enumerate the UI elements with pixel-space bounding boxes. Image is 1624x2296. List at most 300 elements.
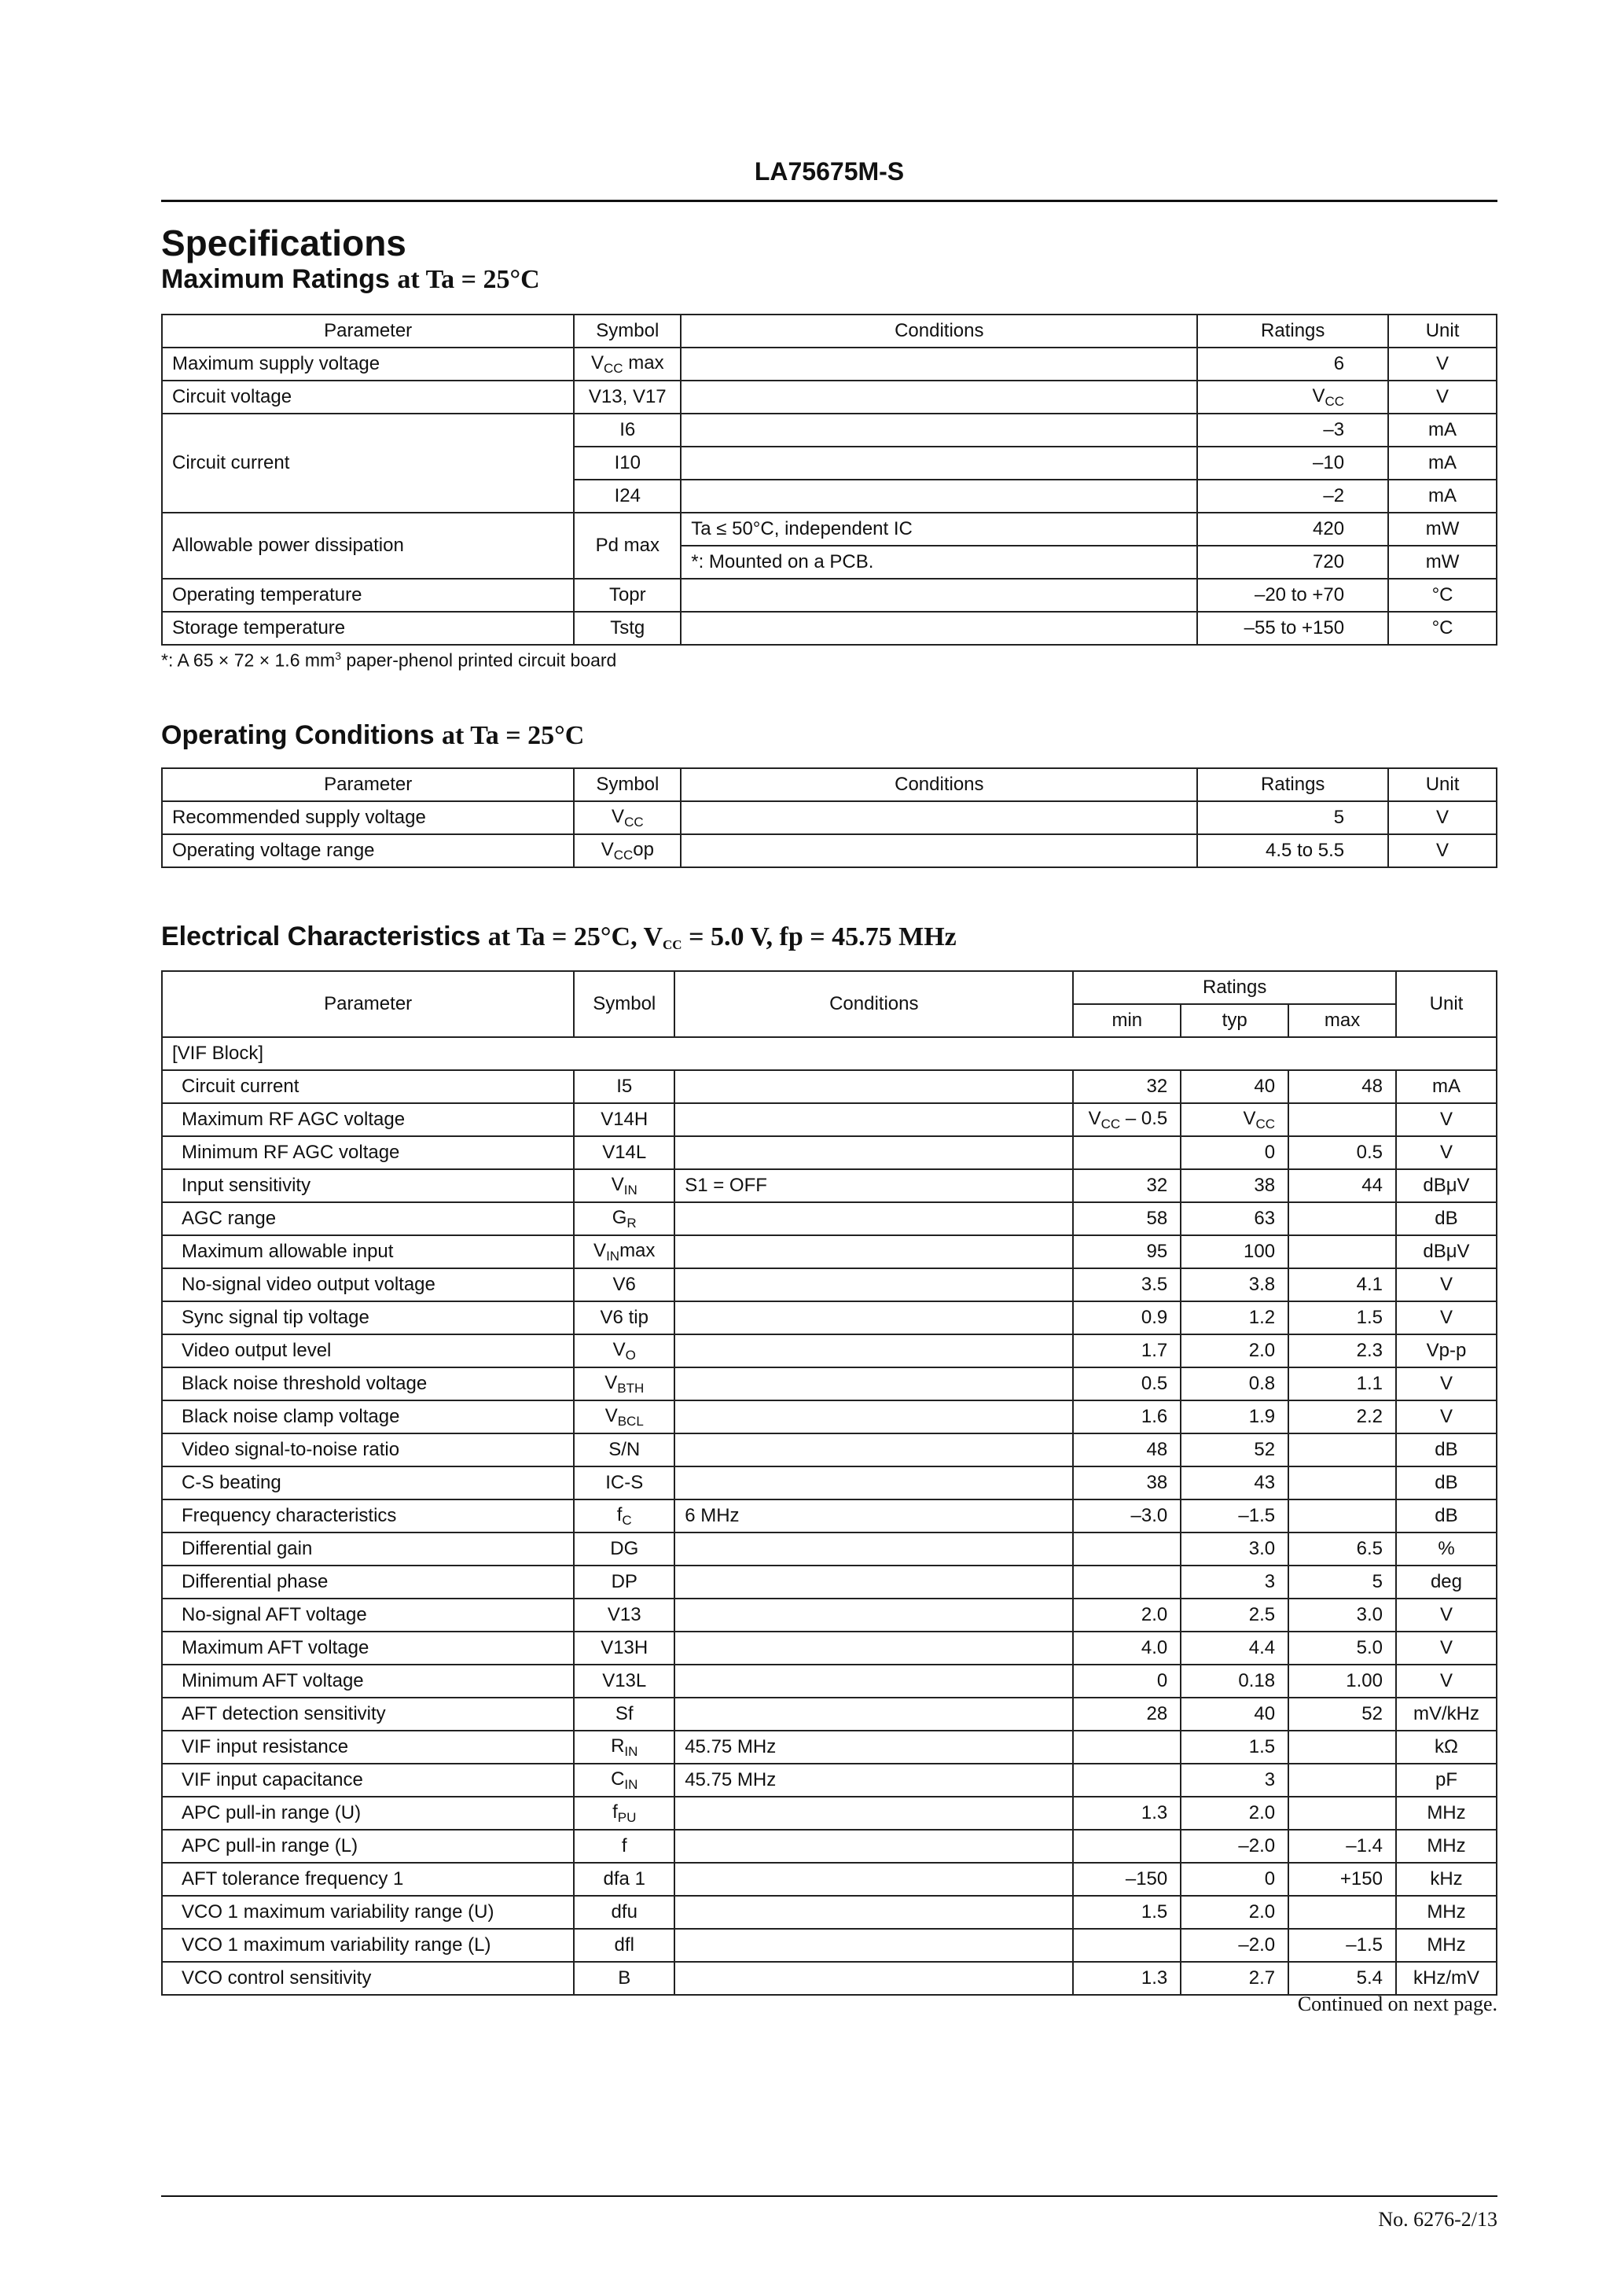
operating-col-2: Conditions: [681, 768, 1197, 801]
max-cell: 2.2: [1288, 1400, 1396, 1433]
conditions-cell: [674, 1433, 1073, 1466]
unit-cell: kHz: [1396, 1863, 1497, 1896]
max-cell: [1288, 1433, 1396, 1466]
parameter-cell: Minimum RF AGC voltage: [162, 1136, 574, 1169]
symbol-cell: V6 tip: [574, 1301, 674, 1334]
min-cell: 32: [1073, 1070, 1181, 1103]
symbol-text: f: [612, 1801, 618, 1823]
unit-cell: dB: [1396, 1202, 1497, 1235]
parameter-cell: Circuit current: [162, 414, 574, 513]
conditions-cell: [674, 1334, 1073, 1367]
symbol-text: f: [616, 1503, 623, 1525]
parameter-cell: Circuit current: [162, 1070, 574, 1103]
symbol-text: C: [611, 1768, 625, 1790]
symbol-text: V: [604, 1404, 618, 1426]
max-ratings-col-2: Conditions: [681, 315, 1197, 348]
typ-cell: 2.0: [1181, 1896, 1288, 1929]
conditions-cell: [674, 1599, 1073, 1632]
parameter-cell: Maximum supply voltage: [162, 348, 574, 381]
conditions-cell: [674, 1301, 1073, 1334]
electrical-row: [162, 1301, 1497, 1334]
min-cell: [1073, 1533, 1181, 1566]
parameter-cell: VCO 1 maximum variability range (U): [162, 1896, 574, 1929]
conditions-cell: [674, 1962, 1073, 1995]
unit-cell: V: [1396, 1367, 1497, 1400]
max-ratings-table: [161, 314, 1497, 646]
max-cell: –1.5: [1288, 1929, 1396, 1962]
min-cell: [1073, 1731, 1181, 1764]
symbol-suffix: max: [623, 351, 664, 373]
symbol-cell: dfu: [574, 1896, 674, 1929]
footnote-superscript: 3: [335, 649, 341, 662]
operating-body: [162, 801, 1497, 867]
parameter-cell: Maximum AFT voltage: [162, 1632, 574, 1665]
typ-cell: 3: [1181, 1566, 1288, 1599]
conditions-cell: [681, 414, 1197, 447]
col-symbol: Symbol: [574, 971, 674, 1037]
unit-cell: mA: [1388, 447, 1497, 480]
symbol-cell: Tstg: [574, 612, 681, 645]
conditions-cell: [681, 348, 1197, 381]
unit-cell: mA: [1388, 480, 1497, 513]
max-cell: [1288, 1499, 1396, 1533]
min-cell: 1.3: [1073, 1797, 1181, 1830]
max-cell: 1.5: [1288, 1301, 1396, 1334]
typ-cell: –1.5: [1181, 1499, 1288, 1533]
electrical-row: [162, 1433, 1497, 1466]
min-cell: [1073, 1566, 1181, 1599]
symbol-subscript: IN: [623, 1182, 637, 1198]
min-cell: 28: [1073, 1698, 1181, 1731]
conditions-cell: [674, 1103, 1073, 1136]
parameter-cell: Differential gain: [162, 1533, 574, 1566]
unit-cell: V: [1388, 801, 1497, 834]
electrical-row: [162, 1268, 1497, 1301]
conditions-cell: [674, 1665, 1073, 1698]
typ-cell: –2.0: [1181, 1830, 1288, 1863]
max-cell: 4.1: [1288, 1268, 1396, 1301]
conditions-cell: [674, 1830, 1073, 1863]
operating-col-4: Unit: [1388, 768, 1497, 801]
symbol-cell: I5: [574, 1070, 674, 1103]
symbol-cell: Pd max: [574, 513, 681, 579]
symbol-cell: S/N: [574, 1433, 674, 1466]
electrical-condition-b: = 5.0 V, fp = 45.75 MHz: [682, 922, 957, 951]
block-label-row: [162, 1037, 1497, 1070]
min-cell: –3.0: [1073, 1499, 1181, 1533]
conditions-cell: [681, 480, 1197, 513]
unit-cell: V: [1396, 1400, 1497, 1433]
parameter-cell: Sync signal tip voltage: [162, 1301, 574, 1334]
unit-cell: dBμV: [1396, 1169, 1497, 1202]
symbol-subscript: PU: [617, 1809, 637, 1825]
unit-cell: MHz: [1396, 1797, 1497, 1830]
min-cell: 3.5: [1073, 1268, 1181, 1301]
max-cell: –1.4: [1288, 1830, 1396, 1863]
rating-cell: 720: [1197, 546, 1388, 579]
min-cell: 1.7: [1073, 1334, 1181, 1367]
operating-col-3: Ratings: [1197, 768, 1388, 801]
min-cell: 1.3: [1073, 1962, 1181, 1995]
operating-header-row: [162, 768, 1497, 801]
rating-cell: –2: [1197, 480, 1388, 513]
typ-cell: 40: [1181, 1698, 1288, 1731]
rating-cell: –20 to +70: [1197, 579, 1388, 612]
parameter-cell: Operating voltage range: [162, 834, 574, 867]
parameter-cell: C-S beating: [162, 1466, 574, 1499]
electrical-condition-sub: CC: [663, 937, 682, 952]
parameter-cell: Storage temperature: [162, 612, 574, 645]
conditions-cell: [674, 1466, 1073, 1499]
unit-cell: MHz: [1396, 1896, 1497, 1929]
electrical-row: [162, 1698, 1497, 1731]
conditions-cell: [681, 612, 1197, 645]
max-ratings-row: [162, 612, 1497, 645]
typ-cell: 0.18: [1181, 1665, 1288, 1698]
symbol-cell: V13H: [574, 1632, 674, 1665]
col-conditions: Conditions: [674, 971, 1073, 1037]
parameter-cell: No-signal AFT voltage: [162, 1599, 574, 1632]
min-cell: 32: [1073, 1169, 1181, 1202]
symbol-subscript: CC: [613, 847, 634, 863]
symbol-cell: V13: [574, 1599, 674, 1632]
symbol-cell: B: [574, 1962, 674, 1995]
symbol-cell: IC-S: [574, 1466, 674, 1499]
rating-cell: 420: [1197, 513, 1388, 546]
symbol-cell: V6: [574, 1268, 674, 1301]
rating-text: V: [1312, 385, 1325, 407]
symbol-text: V: [590, 351, 604, 373]
max-cell: 2.3: [1288, 1334, 1396, 1367]
unit-cell: V: [1388, 834, 1497, 867]
parameter-cell: APC pull-in range (U): [162, 1797, 574, 1830]
col-ratings: Ratings: [1073, 971, 1396, 1004]
symbol-cell: I24: [574, 480, 681, 513]
max-cell: [1288, 1731, 1396, 1764]
electrical-row: [162, 1103, 1497, 1136]
conditions-cell: [674, 1136, 1073, 1169]
electrical-row: [162, 1334, 1497, 1367]
typ-cell: 1.5: [1181, 1731, 1288, 1764]
continued-note: Continued on next page.: [1297, 1992, 1497, 2015]
symbol-cell: [574, 801, 681, 834]
symbol-text: V: [604, 1371, 618, 1393]
max-ratings-row: [162, 381, 1497, 414]
symbol-subscript: BTH: [617, 1380, 645, 1396]
symbol-suffix: op: [633, 838, 654, 860]
symbol-subscript: C: [622, 1512, 632, 1528]
typ-cell: 0: [1181, 1863, 1288, 1896]
max-cell: [1288, 1103, 1396, 1136]
symbol-cell: [574, 348, 681, 381]
min-cell: 4.0: [1073, 1632, 1181, 1665]
typ-cell: 38: [1181, 1169, 1288, 1202]
symbol-subscript: BCL: [617, 1413, 644, 1429]
typ-cell: 2.5: [1181, 1599, 1288, 1632]
operating-heading-text: Operating Conditions: [161, 720, 435, 750]
conditions-cell: [674, 1896, 1073, 1929]
rating-cell: –10: [1197, 447, 1388, 480]
symbol-cell: [574, 1797, 674, 1830]
conditions-cell: [674, 1235, 1073, 1268]
symbol-text: G: [612, 1206, 627, 1228]
typ-cell: 63: [1181, 1202, 1288, 1235]
conditions-cell: *: Mounted on a PCB.: [681, 546, 1197, 579]
symbol-cell: [574, 1764, 674, 1797]
symbol-subscript: R: [626, 1215, 637, 1231]
symbol-subscript: CC: [624, 814, 644, 830]
parameter-cell: AFT detection sensitivity: [162, 1698, 574, 1731]
conditions-cell: [681, 447, 1197, 480]
electrical-body: [162, 1037, 1497, 1995]
parameter-cell: Circuit voltage: [162, 381, 574, 414]
max-ratings-col-4: Unit: [1388, 315, 1497, 348]
max-ratings-col-0: Parameter: [162, 315, 574, 348]
operating-col-1: Symbol: [574, 768, 681, 801]
symbol-cell: [574, 1235, 674, 1268]
typ-cell: 3.0: [1181, 1533, 1288, 1566]
unit-cell: kΩ: [1396, 1731, 1497, 1764]
unit-cell: V: [1396, 1268, 1497, 1301]
operating-table: [161, 767, 1497, 868]
col-min: min: [1073, 1004, 1181, 1037]
electrical-row: [162, 1533, 1497, 1566]
max-ratings-heading: [161, 264, 540, 295]
parameter-cell: AFT tolerance frequency 1: [162, 1863, 574, 1896]
conditions-cell: [681, 579, 1197, 612]
symbol-cell: dfl: [574, 1929, 674, 1962]
min-cell: 0: [1073, 1665, 1181, 1698]
conditions-cell: Ta ≤ 50°C, independent IC: [681, 513, 1197, 546]
unit-cell: mA: [1388, 414, 1497, 447]
unit-cell: V: [1396, 1301, 1497, 1334]
min-cell: [1073, 1830, 1181, 1863]
min-cell: [1073, 1103, 1181, 1136]
max-cell: 6.5: [1288, 1533, 1396, 1566]
symbol-cell: [574, 1334, 674, 1367]
typ-cell: [1181, 1103, 1288, 1136]
conditions-cell: S1 = OFF: [674, 1169, 1073, 1202]
symbol-cell: dfa 1: [574, 1863, 674, 1896]
block-label: [VIF Block]: [162, 1037, 1497, 1070]
conditions-cell: 45.75 MHz: [674, 1764, 1073, 1797]
electrical-row: [162, 1466, 1497, 1499]
symbol-cell: DP: [574, 1566, 674, 1599]
electrical-row: [162, 1665, 1497, 1698]
electrical-row: [162, 1400, 1497, 1433]
electrical-row: [162, 1929, 1497, 1962]
parameter-cell: Frequency characteristics: [162, 1499, 574, 1533]
parameter-cell: VIF input capacitance: [162, 1764, 574, 1797]
unit-cell: pF: [1396, 1764, 1497, 1797]
rating-cell: 5: [1197, 801, 1388, 834]
typ-cell: 43: [1181, 1466, 1288, 1499]
parameter-cell: Allowable power dissipation: [162, 513, 574, 579]
typ-cell: 1.2: [1181, 1301, 1288, 1334]
unit-cell: mV/kHz: [1396, 1698, 1497, 1731]
conditions-cell: [674, 1566, 1073, 1599]
unit-cell: V: [1396, 1665, 1497, 1698]
electrical-condition: [488, 922, 957, 951]
operating-row: [162, 801, 1497, 834]
conditions-cell: [681, 801, 1197, 834]
operating-col-0: Parameter: [162, 768, 574, 801]
symbol-cell: V13, V17: [574, 381, 681, 414]
unit-cell: kHz/mV: [1396, 1962, 1497, 1995]
electrical-row: [162, 1830, 1497, 1863]
typ-cell: 3.8: [1181, 1268, 1288, 1301]
col-unit: Unit: [1396, 971, 1497, 1037]
parameter-cell: Input sensitivity: [162, 1169, 574, 1202]
electrical-condition-a: at Ta = 25°C, V: [487, 922, 663, 951]
electrical-row: [162, 1235, 1497, 1268]
electrical-header-row-1: [162, 971, 1497, 1004]
max-cell: 48: [1288, 1070, 1396, 1103]
max-ratings-row: [162, 579, 1497, 612]
rating-cell: 4.5 to 5.5: [1197, 834, 1388, 867]
unit-cell: V: [1396, 1599, 1497, 1632]
parameter-cell: VIF input resistance: [162, 1731, 574, 1764]
symbol-text: V: [593, 1239, 607, 1261]
max-ratings-header-row: [162, 315, 1497, 348]
footnote-suffix: paper-phenol printed circuit board: [341, 649, 617, 671]
rating-cell: –3: [1197, 414, 1388, 447]
max-cell: 5.0: [1288, 1632, 1396, 1665]
electrical-row: [162, 1797, 1497, 1830]
parameter-cell: Recommended supply voltage: [162, 801, 574, 834]
parameter-cell: AGC range: [162, 1202, 574, 1235]
min-cell: 38: [1073, 1466, 1181, 1499]
unit-cell: V: [1388, 381, 1497, 414]
max-cell: [1288, 1202, 1396, 1235]
typ-cell: 0: [1181, 1136, 1288, 1169]
typ-cell: 2.0: [1181, 1334, 1288, 1367]
symbol-text: V: [611, 1173, 624, 1195]
rating-cell: [1197, 381, 1388, 414]
unit-cell: Vp-p: [1396, 1334, 1497, 1367]
symbol-text: V: [601, 838, 614, 860]
min-cell: 48: [1073, 1433, 1181, 1466]
electrical-row: [162, 1202, 1497, 1235]
symbol-cell: [574, 1202, 674, 1235]
typ-subscript: CC: [1255, 1116, 1276, 1131]
symbol-subscript: O: [625, 1347, 636, 1363]
electrical-heading-text: Electrical Characteristics: [161, 922, 481, 951]
unit-cell: deg: [1396, 1566, 1497, 1599]
max-cell: 44: [1288, 1169, 1396, 1202]
parameter-cell: VCO 1 maximum variability range (L): [162, 1929, 574, 1962]
electrical-heading: [161, 922, 957, 953]
max-cell: 5.4: [1288, 1962, 1396, 1995]
conditions-cell: [674, 1632, 1073, 1665]
symbol-subscript: IN: [624, 1743, 638, 1759]
symbol-cell: [574, 1169, 674, 1202]
electrical-row: [162, 1499, 1497, 1533]
conditions-cell: [681, 381, 1197, 414]
page-number: No. 6276-2/13: [1378, 2208, 1497, 2231]
electrical-row: [162, 1632, 1497, 1665]
symbol-text: V: [612, 805, 625, 827]
min-cell: 95: [1073, 1235, 1181, 1268]
conditions-cell: [674, 1202, 1073, 1235]
symbol-subscript: CC: [604, 360, 623, 376]
electrical-row: [162, 1566, 1497, 1599]
typ-cell: 52: [1181, 1433, 1288, 1466]
symbol-text: R: [611, 1735, 625, 1757]
typ-cell: 0.8: [1181, 1367, 1288, 1400]
min-cell: 0.5: [1073, 1367, 1181, 1400]
header-divider: [161, 200, 1497, 202]
conditions-cell: [674, 1533, 1073, 1566]
unit-cell: dB: [1396, 1499, 1497, 1533]
unit-cell: mW: [1388, 513, 1497, 546]
min-cell: –150: [1073, 1863, 1181, 1896]
min-cell: [1073, 1764, 1181, 1797]
max-cell: 52: [1288, 1698, 1396, 1731]
page-title: Specifications: [161, 223, 406, 263]
min-cell: 58: [1073, 1202, 1181, 1235]
symbol-cell: [574, 834, 681, 867]
symbol-cell: Sf: [574, 1698, 674, 1731]
max-ratings-col-3: Ratings: [1197, 315, 1388, 348]
typ-cell: 2.7: [1181, 1962, 1288, 1995]
min-subscript: CC: [1100, 1116, 1121, 1131]
max-ratings-body: [162, 348, 1497, 645]
symbol-cell: V13L: [574, 1665, 674, 1698]
part-number-header: LA75675M-S: [754, 157, 905, 186]
max-cell: 3.0: [1288, 1599, 1396, 1632]
max-ratings-row: [162, 348, 1497, 381]
unit-cell: MHz: [1396, 1929, 1497, 1962]
electrical-row: [162, 1070, 1497, 1103]
electrical-table: [161, 970, 1497, 1996]
max-ratings-footnote: [161, 649, 616, 672]
typ-cell: 3: [1181, 1764, 1288, 1797]
electrical-row: [162, 1367, 1497, 1400]
symbol-cell: V14H: [574, 1103, 674, 1136]
parameter-cell: Black noise threshold voltage: [162, 1367, 574, 1400]
typ-cell: 100: [1181, 1235, 1288, 1268]
max-cell: +150: [1288, 1863, 1396, 1896]
max-ratings-col-1: Symbol: [574, 315, 681, 348]
parameter-cell: Maximum RF AGC voltage: [162, 1103, 574, 1136]
max-cell: 5: [1288, 1566, 1396, 1599]
electrical-row: [162, 1169, 1497, 1202]
parameter-cell: Video signal-to-noise ratio: [162, 1433, 574, 1466]
unit-cell: dBμV: [1396, 1235, 1497, 1268]
symbol-cell: [574, 1400, 674, 1433]
max-ratings-heading-text: Maximum Ratings: [161, 264, 390, 294]
conditions-cell: [674, 1863, 1073, 1896]
unit-cell: V: [1388, 348, 1497, 381]
symbol-cell: f: [574, 1830, 674, 1863]
conditions-cell: [674, 1929, 1073, 1962]
symbol-cell: DG: [574, 1533, 674, 1566]
electrical-row: [162, 1599, 1497, 1632]
typ-cell: 2.0: [1181, 1797, 1288, 1830]
operating-row: [162, 834, 1497, 867]
parameter-cell: VCO control sensitivity: [162, 1962, 574, 1995]
max-ratings-row: [162, 414, 1497, 447]
typ-cell: –2.0: [1181, 1929, 1288, 1962]
rating-cell: –55 to +150: [1197, 612, 1388, 645]
max-cell: 1.00: [1288, 1665, 1396, 1698]
min-cell: [1073, 1929, 1181, 1962]
rating-subscript: CC: [1325, 393, 1345, 409]
symbol-cell: Topr: [574, 579, 681, 612]
conditions-cell: [674, 1698, 1073, 1731]
typ-cell: 4.4: [1181, 1632, 1288, 1665]
